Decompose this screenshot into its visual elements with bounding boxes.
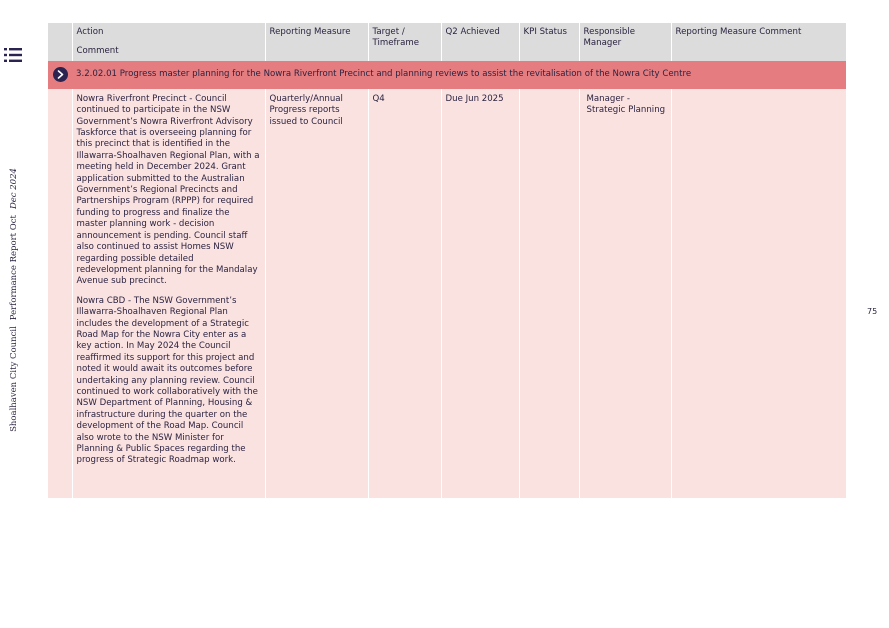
chevron-right-icon[interactable] <box>53 67 68 82</box>
page-number: 75 <box>867 307 878 316</box>
header-action <box>72 23 265 61</box>
responsible-manager-text: Manager - Strategic Planning <box>586 93 666 116</box>
reporting-measure-comment-cell <box>671 89 846 498</box>
comment-cell <box>72 89 265 498</box>
comment-paragraph: Nowra CBD - The NSW Government’s Illawarra-Shoalhaven Regional Plan includes the development of a Strategic Road Map for the Nowra City enter as a key action. In May 2024 the Council reaffirmed its support for this project and noted it would await its outcomes before undertaking any planning review. Council continued to work collaboratively with the NSW Department of Planning, Housing & infrastructure during the quarter on the development of the Road Map. Council also wrote to the NSW Minister for Planning & Public Spaces regarding the progress of Strategic Roadmap work. <box>76 295 258 466</box>
header-reporting-measure: Reporting Measure <box>265 23 368 61</box>
header-target-timeframe: Target / Timeframe <box>368 23 441 61</box>
comment-paragraph: Nowra Riverfront Precinct - Council continued to participate in the NSW Government’s Nowra Riverfront Advisory Taskforce that is overseeing planning for this precinct that is identified in the Illawarra-Shoalhaven Regional Plan, with a meeting held in December 2024. Grant application submitted to the Australian Government’s Regional Precincts and Partnerships Program (RPPP) for required funding to progress and finalize the master planning work - decision announcement is pending. Council staff also continued to assist Homes NSW regarding possible detailed redevelopment planning for the Mandalay Avenue sub precinct. <box>76 93 260 287</box>
header-comment-label: Comment <box>76 46 119 57</box>
table-header-row <box>48 23 846 61</box>
menu-list-icon[interactable] <box>4 47 22 63</box>
side-caption-period: Dec 2024 <box>9 168 19 210</box>
header-reporting-measure-comment: Reporting Measure Comment <box>671 23 846 61</box>
row-blank-cell <box>48 89 72 498</box>
target-timeframe-cell: Q4 <box>368 89 441 498</box>
reporting-measure-cell: Quarterly/Annual Progress reports issued to Council <box>265 89 368 498</box>
header-responsible-manager: Responsible Manager <box>579 23 671 61</box>
header-kpi-status: KPI Status <box>519 23 579 61</box>
action-row[interactable] <box>48 61 846 89</box>
performance-table <box>48 23 846 498</box>
table-row <box>48 89 846 498</box>
side-caption <box>9 168 19 432</box>
side-caption-org: Shoalhaven City Council <box>9 326 19 432</box>
header-action-label: Action <box>76 27 104 37</box>
side-caption-report: Performance Report Oct <box>9 215 19 321</box>
responsible-manager-cell <box>579 89 671 498</box>
q2-achieved-cell: Due Jun 2025 <box>441 89 519 498</box>
action-title: 3.2.02.01 Progress master planning for the Nowra Riverfront Precinct and planning reviews to assist the revitalisation of the Nowra City Centre <box>72 61 846 89</box>
header-blank-cell <box>48 23 72 61</box>
header-q2-achieved: Q2 Achieved <box>441 23 519 61</box>
expand-toggle-cell <box>48 61 72 89</box>
kpi-status-cell <box>519 89 579 498</box>
